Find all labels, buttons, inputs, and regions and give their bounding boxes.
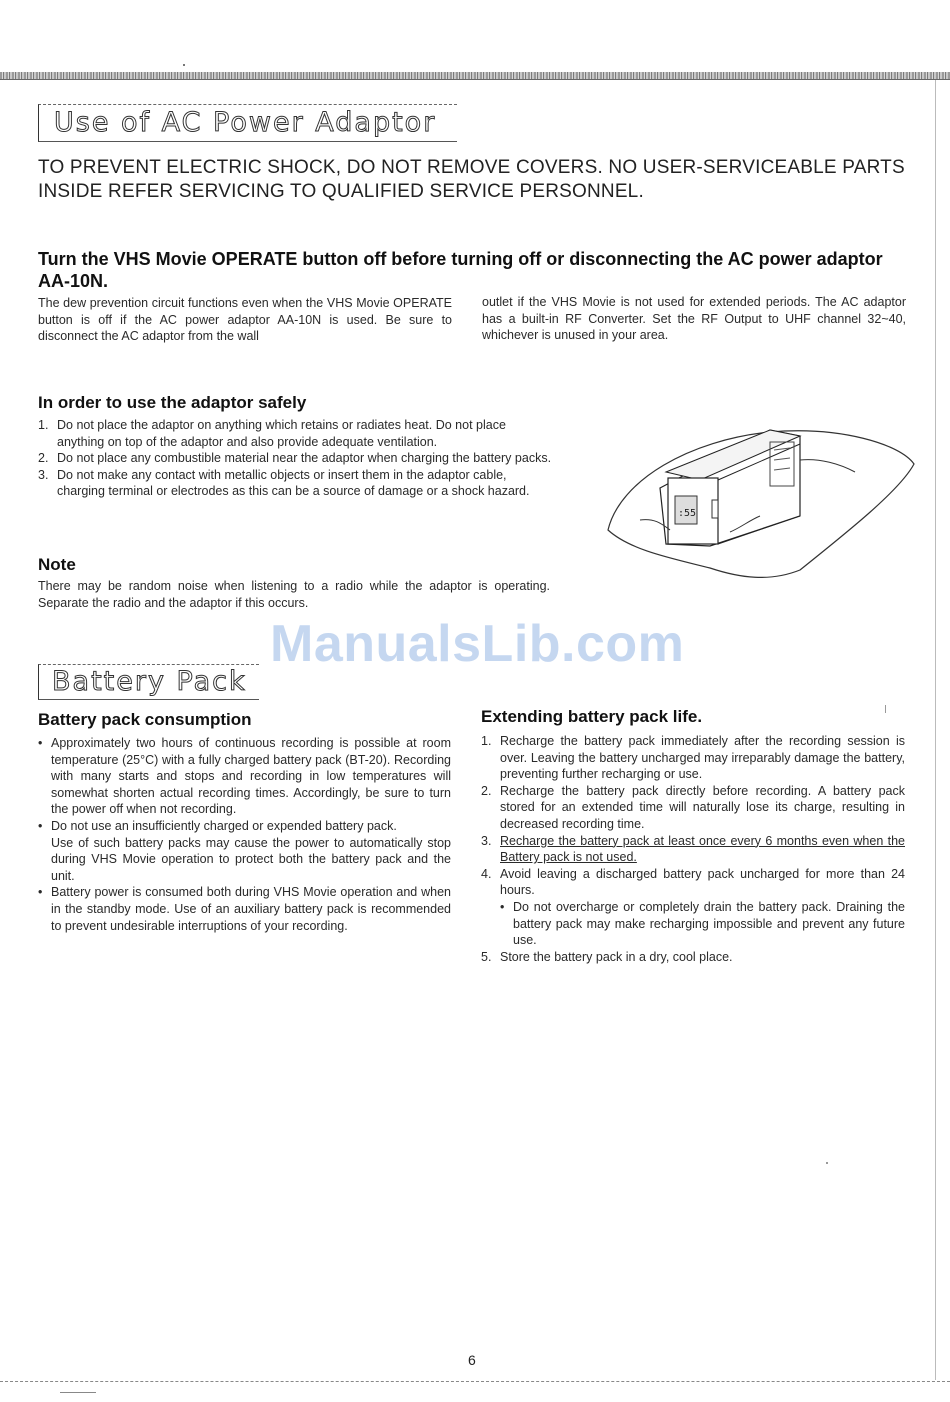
page-number: 6 <box>468 1352 476 1368</box>
section-title-ac-power-adaptor: Use of AC Power Adaptor <box>54 107 437 138</box>
sub-item <box>500 899 905 949</box>
note-heading: Note <box>38 555 76 574</box>
extending-list <box>481 733 905 965</box>
svg-text::55: :55 <box>678 508 697 519</box>
item-number: 3. <box>481 833 492 848</box>
item-text: Use of such battery packs may cause the power to automatically stop during VHS Movie operation to protect both the battery pack and the unit. <box>51 835 451 883</box>
item-text: Do not use an insufficiently charged or expended battery pack. <box>51 818 397 833</box>
safety-list <box>38 417 552 500</box>
item-number: 2. <box>481 783 492 798</box>
list-item <box>481 833 905 866</box>
item-number: 2. <box>38 451 49 466</box>
scan-mark <box>885 705 886 713</box>
list-item <box>38 884 451 934</box>
bottom-rule <box>0 1381 950 1382</box>
list-item <box>38 450 552 467</box>
list-item <box>481 866 905 949</box>
list-item <box>38 735 451 818</box>
list-item <box>38 417 552 450</box>
dew-paragraph-left: The dew prevention circuit functions even when the VHS Movie OPERATE button is off if the AC power adaptor AA-10N is used. Be sure to disconnect the AC adaptor from the wall <box>38 296 452 344</box>
item-text: Do not make any contact with metallic objects or insert them in the adaptor cable, charging terminal or electrodes as this can be a source of damage or a shock hazard. <box>57 467 530 499</box>
safety-heading: In order to use the adaptor safely <box>38 393 307 412</box>
item-number: 4. <box>481 866 492 881</box>
item-number: 5. <box>481 949 492 964</box>
top-border-band <box>0 72 950 80</box>
list-item <box>481 949 905 966</box>
item-text: Avoid leaving a discharged battery pack uncharged for more than 24 hours. <box>500 866 905 898</box>
bullet: • <box>38 818 43 833</box>
adaptor-illustration <box>600 420 920 590</box>
dew-paragraph-right: outlet if the VHS Movie is not used for extended periods. The AC adaptor has a built-in RF Converter. Set the RF Output to UHF channel 32~40, whichever is unused in your area. <box>482 295 906 343</box>
list-item <box>38 818 451 884</box>
scan-speck <box>826 1162 828 1164</box>
right-margin-rule <box>935 80 936 1380</box>
extending-heading: Extending battery pack life. <box>481 707 703 726</box>
list-item <box>38 467 552 500</box>
bottom-tick <box>60 1392 96 1393</box>
item-text: Recharge the battery pack directly before recording. A battery pack stored for an extended time will naturally lose its charge, resulting in decreased recording time. <box>500 783 905 831</box>
item-text: Store the battery pack in a dry, cool place. <box>500 949 733 964</box>
list-item <box>481 733 905 783</box>
section-title-battery-pack: Battery Pack <box>52 666 247 697</box>
item-number: 1. <box>38 418 49 432</box>
item-text: Do not place the adaptor on anything which retains or radiates heat. Do not place anything on top of the adaptor and also provide adequate ventilation. <box>57 418 506 449</box>
item-number: 1. <box>481 734 492 748</box>
item-text: Do not overcharge or completely drain the battery pack. Draining the battery pack may make recharging impossible and prevent any future use. <box>513 899 905 948</box>
watermark: ManualsLib.com <box>270 615 685 673</box>
bullet: • <box>38 885 43 900</box>
item-text: Recharge the battery pack immediately after the recording session is over. Leaving the battery uncharged may irreparably damage the battery, preventing further recharging or use. <box>500 734 905 782</box>
item-number: 3. <box>38 467 49 482</box>
item-text: Recharge the battery pack at least once every 6 months even when the Battery pack is not used. <box>500 833 905 865</box>
consumption-heading: Battery pack consumption <box>38 710 252 729</box>
shock-warning: TO PREVENT ELECTRIC SHOCK, DO NOT REMOVE COVERS. NO USER-SERVICEABLE PARTS INSIDE REFER SERVICING TO QUALIFIED SERVICE PERSONNEL. <box>38 157 905 202</box>
item-text: Do not place any combustible material near the adaptor when charging the battery packs. <box>57 451 552 466</box>
consumption-list <box>38 735 451 934</box>
scan-speck <box>183 64 185 66</box>
item-text: Battery power is consumed both during VHS Movie operation and when in the standby mode. Use of an auxiliary battery pack is recommended to prevent undesirable interruptions of your recording. <box>51 885 451 933</box>
note-text: There may be random noise when listening to a radio while the adaptor is operating. Separate the radio and the adaptor if this occurs. <box>38 579 550 610</box>
bullet: • <box>38 736 43 750</box>
list-item <box>481 783 905 833</box>
item-text: Approximately two hours of continuous recording is possible at room temperature (25°C) with a fully charged battery pack (BT-20). Recording with many starts and stops and recording in low temperatures will somewhat shorten actual recording times. Accordingly, be sure to turn the power off when not recording. <box>51 736 451 817</box>
operate-heading: Turn the VHS Movie OPERATE button off before turning off or disconnecting the AC power adaptor AA-10N. <box>38 249 883 291</box>
bullet: • <box>500 899 505 914</box>
